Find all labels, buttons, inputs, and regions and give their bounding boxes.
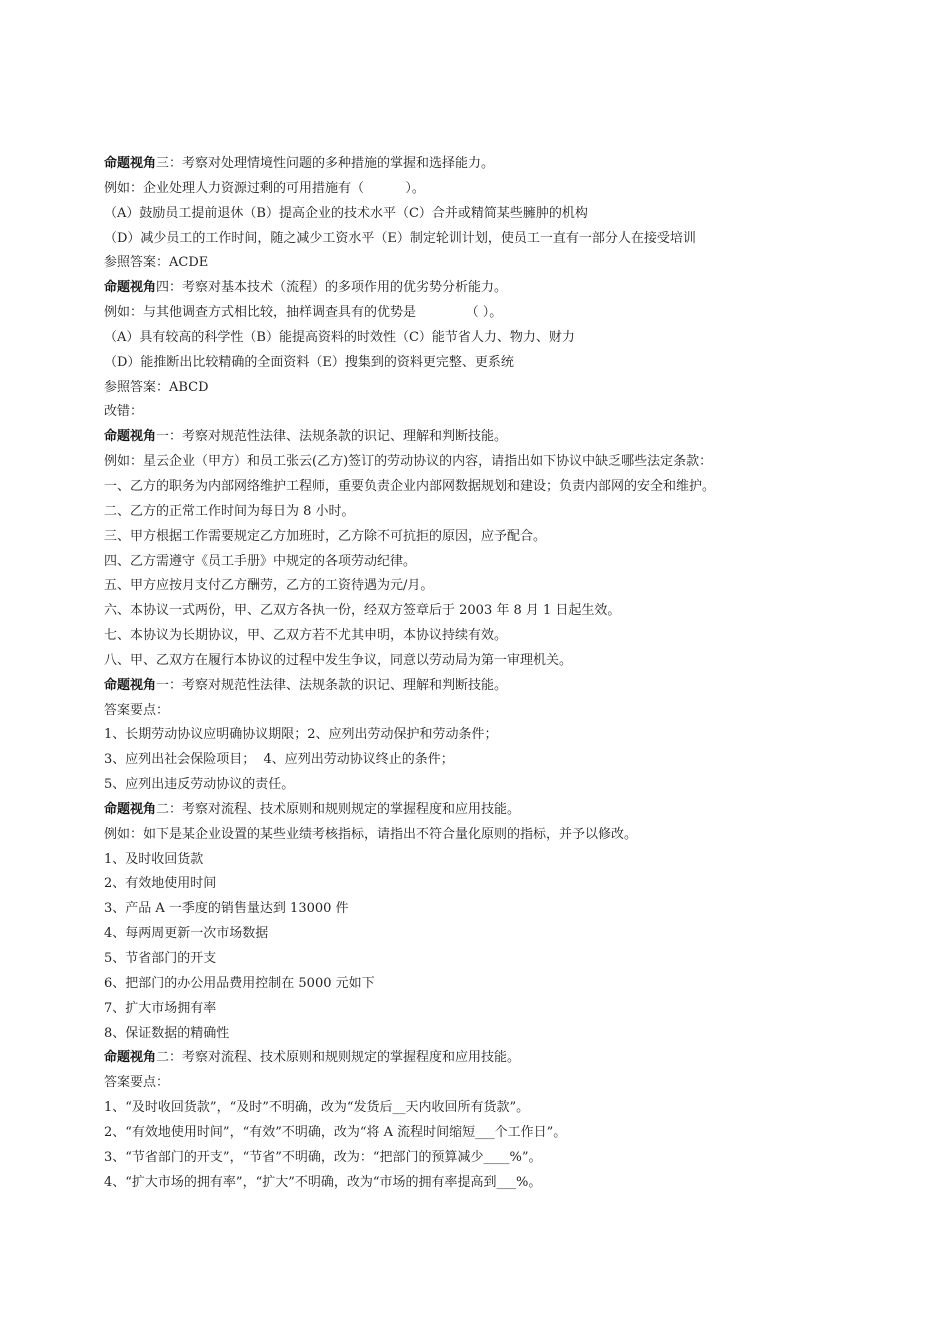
text-line — [104, 202, 894, 227]
line-text: 一、乙方的职务为内部网络维护工程师，重要负责企业内部网数据规划和建设；负责内部网的安全和维护。 — [104, 478, 716, 494]
line-text: 四、乙方需遵守《员工手册》中规定的各项劳动纪律。 — [104, 553, 417, 569]
line-text: （D）能推断出比较精确的全面资料（E）搜集到的资料更完整、更系统 — [104, 354, 514, 370]
text-line — [104, 872, 894, 897]
line-text: 答案要点： — [104, 702, 170, 718]
line-text: 例如：企业处理人力资源过剩的可用措施有（ ）。 — [104, 180, 425, 196]
section-heading-line — [104, 674, 894, 699]
text-line — [104, 550, 894, 575]
line-text: （A）鼓励员工提前退休（B）提高企业的技术水平（C）合并或精简某些臃肿的机构 — [104, 205, 588, 221]
line-text: 一：考察对规范性法律、法规条款的识记、理解和判断技能。 — [156, 677, 508, 693]
text-line — [104, 1096, 894, 1121]
line-text: 4、每两周更新一次市场数据 — [104, 926, 269, 942]
line-text: 例如：星云企业（甲方）和员工张云(乙方)签订的劳动协议的内容，请指出如下协议中缺乏哪些法定条款： — [104, 454, 713, 470]
section-heading-line — [104, 1046, 894, 1071]
section-heading-line — [104, 798, 894, 823]
line-text: 三、甲方根据工作需要规定乙方加班时，乙方除不可抗拒的原因，应予配合。 — [104, 528, 547, 544]
text-line — [104, 227, 894, 252]
heading-lead: 命题视角 — [104, 429, 157, 445]
text-line — [104, 450, 894, 475]
text-line — [104, 922, 894, 947]
text-line — [104, 748, 894, 773]
line-text: 五、甲方应按月支付乙方酬劳，乙方的工资待遇为元/月。 — [104, 578, 434, 594]
line-text: 1、“及时收回货款”，“及时”不明确，改为“发货后__天内收回所有货款”。 — [104, 1100, 530, 1116]
section-heading-line — [104, 152, 894, 177]
line-text: 答案要点： — [104, 1075, 170, 1091]
text-line — [104, 723, 894, 748]
line-text: （A）具有较高的科学性（B）能提高资料的时效性（C）能节省人力、物力、财力 — [104, 329, 575, 345]
text-line — [104, 574, 894, 599]
line-text: 三：考察对处理情境性问题的多种措施的掌握和选择能力。 — [156, 156, 495, 171]
line-text: 5、节省部门的开支 — [104, 951, 217, 966]
line-text: 2、有效地使用时间 — [104, 876, 217, 892]
line-text: 1、长期劳动协议应明确协议期限；2、应列出劳动保护和劳动条件； — [104, 727, 498, 743]
text-line — [104, 997, 894, 1022]
line-text: 7、扩大市场拥有率 — [104, 1000, 217, 1016]
line-text: 四：考察对基本技术（流程）的多项作用的优劣势分析能力。 — [156, 280, 508, 296]
heading-lead: 命题视角 — [104, 280, 157, 296]
text-line — [104, 525, 894, 550]
text-line — [104, 177, 894, 202]
text-line — [104, 1121, 894, 1146]
line-text: 参照答案：ABCD — [104, 379, 209, 395]
text-line — [104, 624, 894, 649]
text-line — [104, 301, 894, 326]
line-text: 2、“有效地使用时间”，“有效”不明确，改为“将 A 流程时间缩短___个工作日”。 — [104, 1124, 567, 1140]
text-line — [104, 897, 894, 922]
text-line — [104, 599, 894, 624]
line-text: 例如：如下是某企业设置的某些业绩考核指标，请指出不符合量化原则的指标，并予以修改。 — [104, 826, 638, 842]
line-text: 3、“节省部门的开支”，“节省”不明确，改为：“把部门的预算减少____%”。 — [104, 1149, 542, 1165]
line-text: 4、“扩大市场的拥有率”，“扩大”不明确，改为“市场的拥有率提高到___%。 — [104, 1174, 542, 1190]
section-heading-line — [104, 425, 894, 450]
text-line — [104, 400, 894, 425]
text-line — [104, 649, 894, 674]
text-line — [104, 947, 894, 972]
line-text: 七、本协议为长期协议，甲、乙双方若不尤其申明，本协议持续有效。 — [104, 628, 508, 644]
line-text: （D）减少员工的工作时间，随之减少工资水平（E）制定轮训计划，使员工一直有一部分人在接受培训 — [104, 230, 696, 246]
text-line — [104, 1022, 894, 1047]
line-text: 3、应列出社会保险项目； 4、应列出劳动协议终止的条件； — [104, 752, 454, 768]
section-heading-line — [104, 276, 894, 301]
line-text: 二：考察对流程、技术原则和规则规定的掌握程度和应用技能。 — [156, 1050, 521, 1066]
line-text: 一：考察对规范性法律、法规条款的识记、理解和判断技能。 — [156, 429, 508, 445]
line-text: 例如：与其他调查方式相比较，抽样调查具有的优势是 （ ）。 — [104, 305, 503, 321]
line-text: 3、产品 A 一季度的销售量达到 13000 件 — [104, 901, 349, 917]
text-line — [104, 500, 894, 525]
line-text: 二、乙方的正常工作时间为每日为 8 小时。 — [104, 503, 355, 519]
text-line — [104, 848, 894, 873]
line-text: 参照答案：ACDE — [104, 255, 209, 271]
line-text: 六、本协议一式两份，甲、乙双方各执一份，经双方签章后于 2003 年 8 月 1 日起生效。 — [104, 603, 621, 619]
text-line — [104, 326, 894, 351]
text-line — [104, 1146, 894, 1171]
heading-lead: 命题视角 — [104, 156, 157, 171]
text-line — [104, 351, 894, 376]
line-text: 改错： — [104, 404, 144, 420]
text-line — [104, 475, 894, 500]
text-line — [104, 972, 894, 997]
line-text: 8、保证数据的精确性 — [104, 1025, 230, 1041]
text-line — [104, 773, 894, 798]
text-line — [104, 1171, 894, 1196]
line-text: 八、甲、乙双方在履行本协议的过程中发生争议，同意以劳动局为第一审理机关。 — [104, 652, 573, 668]
text-line — [104, 823, 894, 848]
line-text: 1、及时收回货款 — [104, 851, 204, 867]
heading-lead: 命题视角 — [104, 1050, 157, 1066]
document-body — [104, 152, 894, 1195]
text-line — [104, 251, 894, 276]
heading-lead: 命题视角 — [104, 677, 157, 693]
line-text: 5、应列出违反劳动协议的责任。 — [104, 777, 295, 793]
text-line — [104, 1071, 894, 1096]
line-text: 二：考察对流程、技术原则和规则规定的掌握程度和应用技能。 — [156, 801, 521, 817]
heading-lead: 命题视角 — [104, 801, 157, 817]
line-text: 6、把部门的办公用品费用控制在 5000 元如下 — [104, 975, 375, 991]
text-line — [104, 376, 894, 401]
text-line — [104, 699, 894, 724]
